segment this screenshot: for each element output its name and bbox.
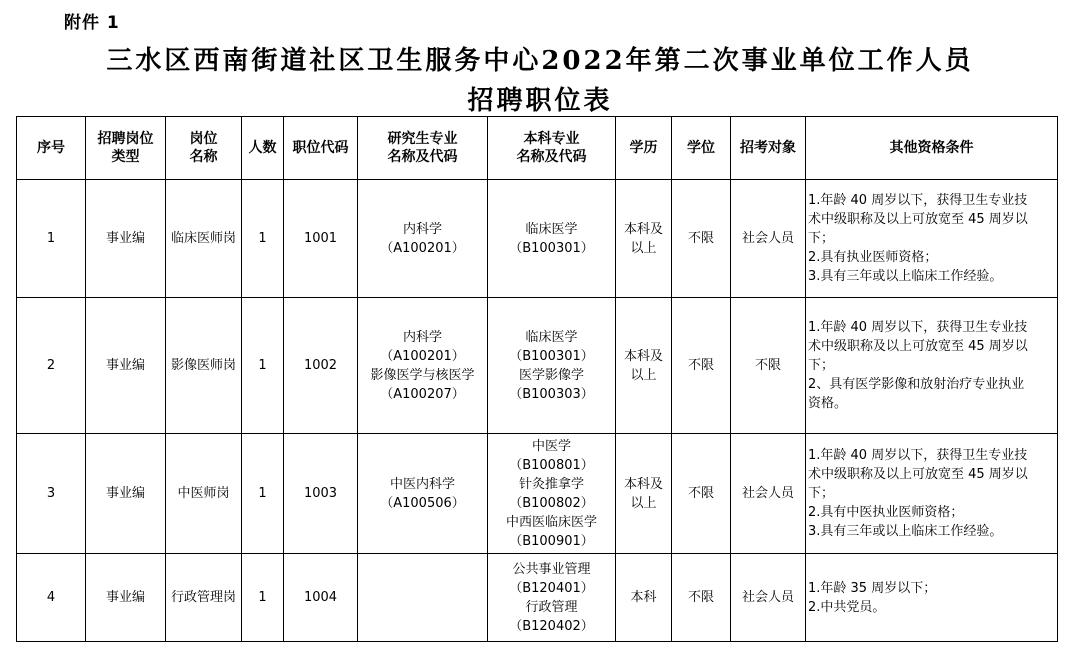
cell-count: 1 — [242, 298, 284, 434]
cell-target: 社会人员 — [731, 180, 806, 298]
header-grad: 研究生专业 名称及代码 — [358, 117, 488, 180]
cell-ug: 公共事业管理 （B120401） 行政管理 （B120402） — [488, 554, 616, 642]
cell-grad: 内科学 （A100201） — [358, 180, 488, 298]
cell-other: 1.年龄 35 周岁以下； 2.中共党员。 — [806, 554, 1058, 642]
cell-name: 临床医师岗 — [166, 180, 242, 298]
cell-code: 1003 — [284, 434, 358, 554]
cell-seq: 4 — [17, 554, 86, 642]
cell-seq: 2 — [17, 298, 86, 434]
cell-seq: 3 — [17, 434, 86, 554]
header-target: 招考对象 — [731, 117, 806, 180]
cell-target: 社会人员 — [731, 554, 806, 642]
header-other: 其他资格条件 — [806, 117, 1058, 180]
cell-count: 1 — [242, 180, 284, 298]
cell-edu: 本科及 以上 — [616, 434, 672, 554]
cell-seq: 1 — [17, 180, 86, 298]
cell-other: 1.年龄 40 周岁以下，获得卫生专业技 术中级职称及以上可放宽至 45 周岁以 下； 2.具有执业医师资格； 3.具有三年或以上临床工作经验。 — [806, 180, 1058, 298]
cell-code: 1001 — [284, 180, 358, 298]
table-row — [17, 554, 1058, 642]
page-subtitle: 招聘职位表 — [467, 86, 613, 116]
cell-type: 事业编 — [86, 298, 166, 434]
cell-other: 1.年龄 40 周岁以下，获得卫生专业技 术中级职称及以上可放宽至 45 周岁以 下； 2.具有中医执业医师资格； 3.具有三年或以上临床工作经验。 — [806, 434, 1058, 554]
cell-name: 行政管理岗 — [166, 554, 242, 642]
table-header-row — [17, 117, 1058, 180]
cell-degree: 不限 — [672, 180, 731, 298]
cell-count: 1 — [242, 554, 284, 642]
cell-edu: 本科及 以上 — [616, 298, 672, 434]
header-ug: 本科专业 名称及代码 — [488, 117, 616, 180]
header-degree: 学位 — [672, 117, 731, 180]
header-type: 招聘岗位 类型 — [86, 117, 166, 180]
cell-type: 事业编 — [86, 180, 166, 298]
cell-code: 1004 — [284, 554, 358, 642]
table-row — [17, 434, 1058, 554]
table-row — [17, 180, 1058, 298]
cell-target: 社会人员 — [731, 434, 806, 554]
cell-degree: 不限 — [672, 434, 731, 554]
cell-degree: 不限 — [672, 298, 731, 434]
cell-grad: 中医内科学 （A100506） — [358, 434, 488, 554]
attachment-label: 附件 1 — [64, 13, 120, 33]
header-count: 人数 — [242, 117, 284, 180]
cell-target: 不限 — [731, 298, 806, 434]
cell-count: 1 — [242, 434, 284, 554]
page-title: 三水区西南街道社区卫生服务中心2022年第二次事业单位工作人员 — [106, 46, 974, 76]
cell-edu: 本科 — [616, 554, 672, 642]
cell-grad: 内科学 （A100201） 影像医学与核医学 （A100207） — [358, 298, 488, 434]
cell-degree: 不限 — [672, 554, 731, 642]
cell-type: 事业编 — [86, 554, 166, 642]
recruitment-table — [16, 116, 1058, 642]
cell-grad — [358, 554, 488, 642]
header-seq: 序号 — [17, 117, 86, 180]
cell-name: 影像医师岗 — [166, 298, 242, 434]
cell-name: 中医师岗 — [166, 434, 242, 554]
cell-other: 1.年龄 40 周岁以下，获得卫生专业技 术中级职称及以上可放宽至 45 周岁以 下； 2、具有医学影像和放射治疗专业执业 资格。 — [806, 298, 1058, 434]
cell-ug: 中医学 （B100801） 针灸推拿学 （B100802） 中西医临床医学 （B100901） — [488, 434, 616, 554]
header-code: 职位代码 — [284, 117, 358, 180]
header-edu: 学历 — [616, 117, 672, 180]
header-name: 岗位 名称 — [166, 117, 242, 180]
cell-ug: 临床医学 （B100301） — [488, 180, 616, 298]
table-row — [17, 298, 1058, 434]
cell-code: 1002 — [284, 298, 358, 434]
cell-edu: 本科及 以上 — [616, 180, 672, 298]
cell-type: 事业编 — [86, 434, 166, 554]
cell-ug: 临床医学 （B100301） 医学影像学 （B100303） — [488, 298, 616, 434]
